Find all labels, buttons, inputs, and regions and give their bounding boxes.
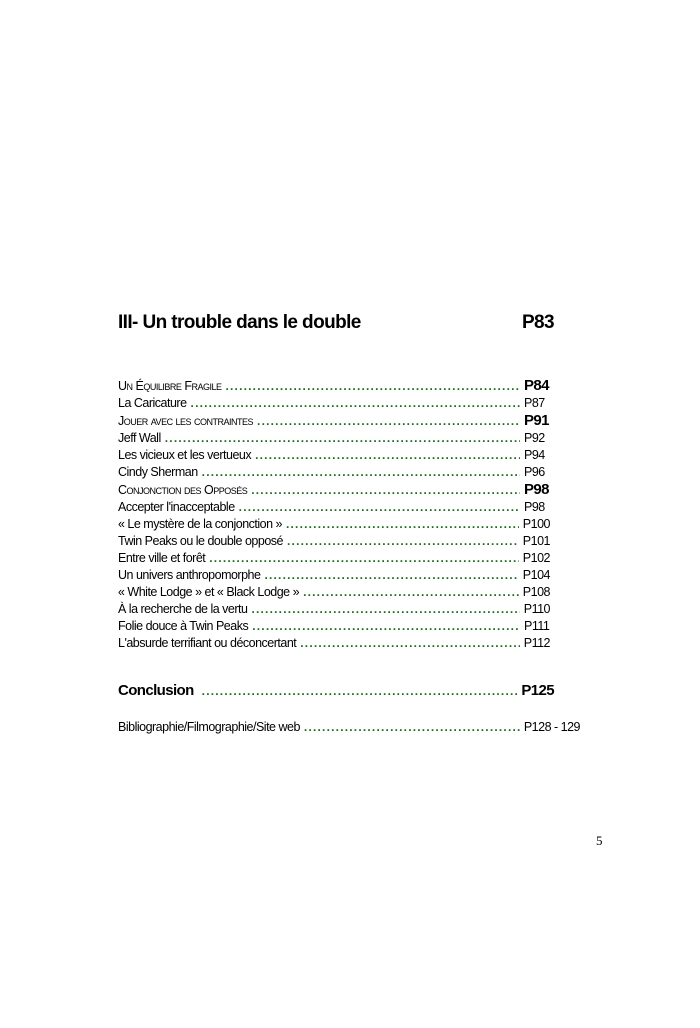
toc-label: Cindy Sherman — [118, 465, 198, 479]
toc-item-row[interactable] — [118, 516, 550, 533]
table-of-contents — [118, 377, 550, 652]
toc-item-row[interactable] — [118, 635, 550, 652]
toc-page-number: P87 — [524, 396, 545, 410]
toc-item-row[interactable] — [118, 395, 550, 412]
toc-page-number: P110 — [523, 602, 550, 616]
dot-leader — [191, 395, 520, 412]
toc-section-row[interactable] — [118, 481, 550, 499]
dot-leader — [287, 533, 519, 550]
dot-leader — [286, 516, 519, 533]
dot-leader — [202, 464, 520, 481]
toc-label: À la recherche de la vertu — [118, 602, 248, 616]
dot-leader — [255, 447, 520, 464]
toc-label: « Le mystère de la conjonction » — [118, 517, 282, 531]
toc-item-row[interactable] — [118, 618, 550, 635]
toc-page-number: P98 — [524, 481, 549, 498]
toc-page-number: P128 - 129 — [523, 720, 580, 734]
dot-leader — [251, 601, 519, 618]
dot-leader — [304, 719, 520, 736]
toc-label: Entre ville et forêt — [118, 551, 206, 565]
toc-page-number: P94 — [524, 448, 545, 462]
dot-leader — [225, 378, 520, 395]
toc-label: Les vicieux et les vertueux — [118, 448, 252, 462]
page-folio: 5 — [596, 833, 603, 848]
toc-label: Folie douce à Twin Peaks — [118, 619, 249, 633]
toc-page-number: P111 — [524, 619, 550, 633]
toc-item-row[interactable] — [118, 550, 550, 567]
toc-label: Accepter l'inacceptable — [118, 500, 235, 514]
bibliography-entry — [118, 719, 580, 736]
toc-page-number: P100 — [522, 517, 550, 531]
toc-item-row[interactable] — [118, 430, 550, 447]
part-page-number: P83 — [521, 312, 554, 333]
part-title: III- Un trouble dans le double — [118, 312, 361, 333]
toc-page-number: P84 — [524, 377, 549, 394]
dot-leader — [303, 584, 519, 601]
dot-leader — [264, 567, 518, 584]
dot-leader — [239, 499, 520, 516]
toc-row-conclusion[interactable] — [118, 681, 554, 701]
toc-page-number: P98 — [524, 500, 545, 514]
toc-page-number: P91 — [524, 412, 549, 429]
dot-leader — [251, 482, 520, 499]
toc-item-row[interactable] — [118, 499, 550, 516]
toc-item-row[interactable] — [118, 464, 550, 481]
toc-item-row[interactable] — [118, 447, 550, 464]
toc-page-number: P112 — [523, 636, 550, 650]
toc-page-number: P101 — [522, 534, 550, 548]
toc-label: L'absurde terrifiant ou déconcertant — [118, 636, 297, 650]
dot-leader — [209, 550, 519, 567]
toc-label: Un univers anthropomorphe — [118, 568, 261, 582]
toc-section-row[interactable] — [118, 377, 550, 395]
toc-label: Conclusion — [118, 682, 194, 699]
dot-leader — [300, 635, 519, 652]
toc-page-number: P92 — [524, 431, 545, 445]
toc-label: « White Lodge » et « Black Lodge » — [118, 585, 300, 599]
dot-leader — [202, 681, 518, 701]
toc-section-row[interactable] — [118, 412, 550, 430]
toc-page-number: P108 — [522, 585, 550, 599]
toc-row-bibliography[interactable] — [118, 719, 580, 736]
toc-item-row[interactable] — [118, 584, 550, 601]
toc-label: Twin Peaks ou le double opposé — [118, 534, 283, 548]
toc-label: Conjonction des Opposés — [118, 483, 248, 497]
toc-label: Bibliographie/Filmographie/Site web — [118, 720, 300, 734]
toc-item-row[interactable] — [118, 567, 550, 584]
toc-label: La Caricature — [118, 396, 187, 410]
toc-item-row[interactable] — [118, 601, 550, 618]
dot-leader — [257, 413, 520, 430]
toc-page-number: P104 — [522, 568, 550, 582]
toc-label: Un Équilibre Fragile — [118, 379, 222, 393]
part-heading — [118, 312, 554, 334]
toc-item-row[interactable] — [118, 533, 550, 550]
dot-leader — [252, 618, 520, 635]
toc-page-number: P96 — [524, 465, 545, 479]
conclusion-entry — [118, 681, 554, 701]
toc-page-number: P125 — [521, 682, 554, 699]
dot-leader — [165, 430, 520, 447]
toc-page-number: P102 — [522, 551, 550, 565]
toc-label: Jeff Wall — [118, 431, 161, 445]
toc-label: Jouer avec les contraintes — [118, 414, 254, 428]
